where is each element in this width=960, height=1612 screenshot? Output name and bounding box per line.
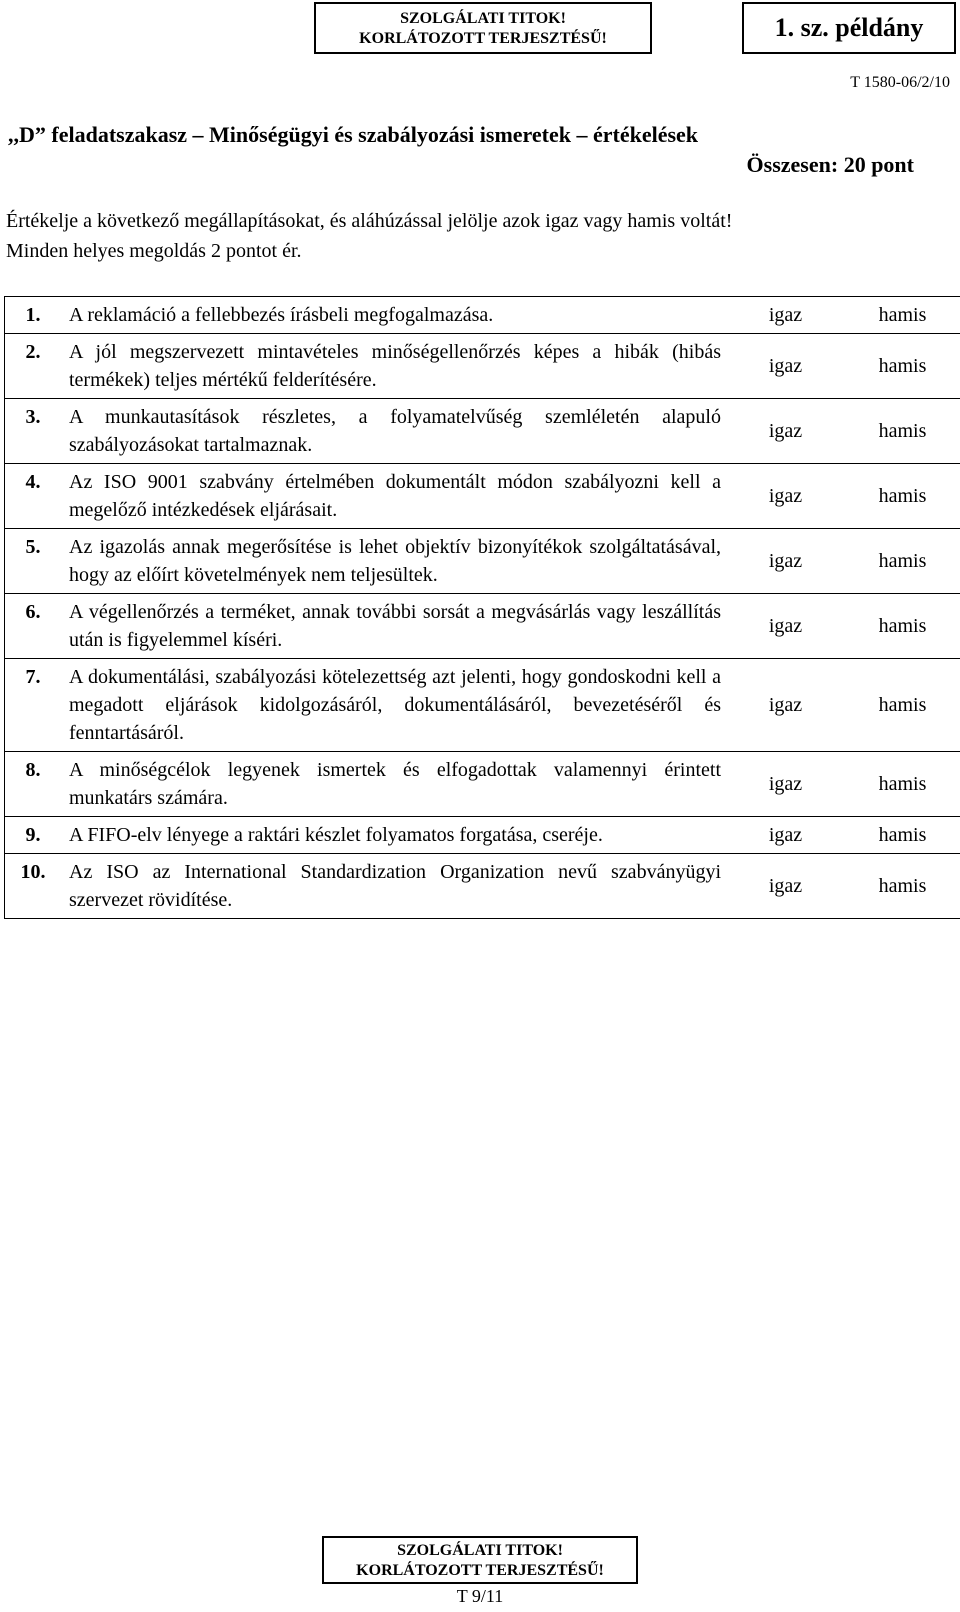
question-statement: A minőségcélok legyenek ismertek és elfogadottak valamennyi érintett munkatárs számára. (61, 752, 727, 817)
question-number: 2. (5, 334, 62, 399)
classified-stamp-top (314, 2, 652, 54)
instruction-line-2: Minden helyes megoldás 2 pontot ér. (6, 240, 302, 262)
answer-option-false[interactable]: hamis (844, 334, 960, 399)
answer-option-true[interactable]: igaz (727, 817, 844, 854)
answer-option-true[interactable]: igaz (727, 334, 844, 399)
answer-option-false[interactable]: hamis (844, 464, 960, 529)
question-row (5, 464, 960, 529)
question-row (5, 817, 960, 854)
page-number: T 9/11 (456, 1586, 504, 1606)
classified-line1: SZOLGÁLATI TITOK! (397, 1542, 563, 1559)
question-number: 1. (5, 297, 62, 334)
question-row (5, 297, 960, 334)
answer-option-true[interactable]: igaz (727, 854, 844, 919)
question-row (5, 659, 960, 752)
copy-number-box: 1. sz. példány (742, 2, 956, 54)
question-statement: Az ISO az International Standardization Organization nevű szabványügyi szervezet rövidítése. (61, 854, 727, 919)
answer-option-true[interactable]: igaz (727, 464, 844, 529)
instruction-word-false: hamis (627, 210, 676, 232)
instruction-text-a: Értékelje a következő megállapításokat, és aláhúzással jelölje azok (6, 210, 546, 232)
answer-option-false[interactable]: hamis (844, 529, 960, 594)
question-statement: Az igazolás annak megerősítése is lehet objektív bizonyítékok szolgáltatásával, hogy az előírt követelmények nem teljesültek. (61, 529, 727, 594)
total-points: Összesen: 20 pont (746, 152, 914, 177)
question-statement: A reklamáció a fellebbezés írásbeli megfogalmazása. (61, 297, 727, 334)
question-number: 6. (5, 594, 62, 659)
instruction-line-1 (6, 210, 732, 233)
question-statement: A FIFO-elv lényege a raktári készlet folyamatos forgatása, cseréje. (61, 817, 727, 854)
question-row (5, 594, 960, 659)
question-number: 10. (5, 854, 62, 919)
question-row (5, 752, 960, 817)
answer-option-false[interactable]: hamis (844, 854, 960, 919)
question-number: 9. (5, 817, 62, 854)
answer-option-false[interactable]: hamis (844, 752, 960, 817)
question-statement: Az ISO 9001 szabvány értelmében dokumentált módon szabályozni kell a megelőző intézkedések eljárásait. (61, 464, 727, 529)
question-number: 5. (5, 529, 62, 594)
answer-option-false[interactable]: hamis (844, 297, 960, 334)
answer-option-true[interactable]: igaz (727, 529, 844, 594)
document-code: T 1580-06/2/10 (850, 74, 950, 91)
answer-option-false[interactable]: hamis (844, 399, 960, 464)
question-statement: A végellenőrzés a terméket, annak további sorsát a megvásárlás vagy leszállítás után is figyelemmel kíséri. (61, 594, 727, 659)
section-title: ,,D” feladatszakasz – Minőségügyi és szabályozási ismeretek – értékelések (8, 122, 699, 147)
classified-line2: KORLÁTOZOTT TERJESZTÉSŰ! (356, 1562, 604, 1579)
question-number: 7. (5, 659, 62, 752)
answer-option-true[interactable]: igaz (727, 594, 844, 659)
classified-line1: SZOLGÁLATI TITOK! (400, 10, 566, 27)
answer-option-true[interactable]: igaz (727, 752, 844, 817)
question-row (5, 399, 960, 464)
question-number: 4. (5, 464, 62, 529)
answer-option-false[interactable]: hamis (844, 659, 960, 752)
questions-table (4, 296, 960, 919)
question-row (5, 529, 960, 594)
instruction-word-true: igaz (545, 210, 579, 232)
answer-option-true[interactable]: igaz (727, 659, 844, 752)
answer-option-true[interactable]: igaz (727, 297, 844, 334)
question-row (5, 334, 960, 399)
answer-option-true[interactable]: igaz (727, 399, 844, 464)
question-row (5, 854, 960, 919)
classified-stamp-bottom (322, 1536, 638, 1584)
classified-line2: KORLÁTOZOTT TERJESZTÉSŰ! (359, 30, 607, 47)
question-number: 3. (5, 399, 62, 464)
answer-option-false[interactable]: hamis (844, 594, 960, 659)
question-statement: A munkautasítások részletes, a folyamatelvűség szemléletén alapuló szabályozásokat tartalmaznak. (61, 399, 727, 464)
answer-option-false[interactable]: hamis (844, 817, 960, 854)
question-statement: A dokumentálási, szabályozási kötelezettség azt jelenti, hogy gondoskodni kell a megadott eljárások kidolgozásáról, dokumentálásáról, bevezetéséről és fenntartásáról. (61, 659, 727, 752)
instruction-text-b: vagy (578, 210, 628, 232)
question-number: 8. (5, 752, 62, 817)
instruction-text-c: voltát! (675, 210, 733, 232)
question-statement: A jól megszervezett mintavételes minőségellenőrzés képes a hibák (hibás termékek) teljes mértékű felderítésére. (61, 334, 727, 399)
